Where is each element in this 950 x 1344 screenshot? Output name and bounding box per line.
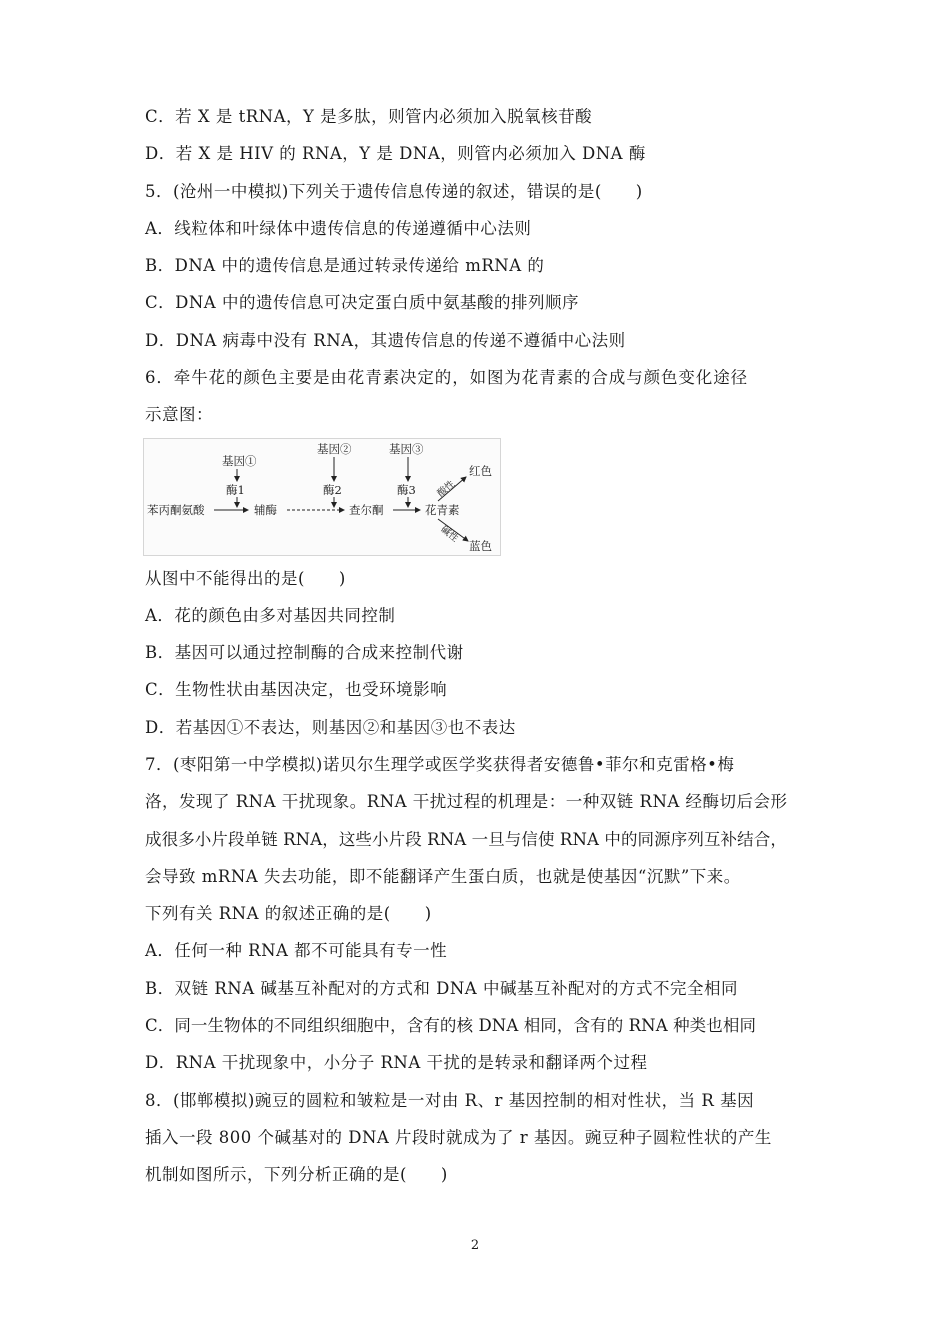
base-label: 碱性 [438, 523, 461, 545]
option-5c: C．DNA 中的遗传信息可决定蛋白质中氨基酸的排列顺序 [145, 293, 579, 312]
option-6d: D．若基因①不表达，则基因②和基因③也不表达 [145, 718, 516, 737]
question-7-line2: 洛，发现了 RNA 干扰现象。RNA 干扰过程的机理是：一种双链 RNA 经酶切后会形 [145, 792, 788, 811]
option-7c: C．同一生物体的不同组织细胞中，含有的核 DNA 相同，含有的 RNA 种类也相同 [145, 1016, 757, 1035]
question-8-line3: 机制如图所示，下列分析正确的是( ) [145, 1165, 448, 1184]
question-7-line1: 7．(枣阳第一中学模拟)诺贝尔生理学或医学奖获得者安德鲁•菲尔和克雷格•梅 [145, 755, 735, 774]
option-4d: D．若 X 是 HIV 的 RNA，Y 是 DNA，则管内必须加入 DNA 酶 [145, 144, 646, 163]
page-number: 2 [470, 1238, 480, 1253]
option-7a: A．任何一种 RNA 都不可能具有专一性 [145, 941, 448, 960]
option-6a: A．花的颜色由多对基因共同控制 [145, 606, 396, 625]
option-7b: B．双链 RNA 碱基互补配对的方式和 DNA 中碱基互补配对的方式不完全相同 [145, 979, 738, 998]
question-7-stem: 下列有关 RNA 的叙述正确的是( ) [145, 904, 432, 923]
option-6b: B．基因可以通过控制酶的合成来控制代谢 [145, 643, 464, 662]
anthocyanin-label: 花青素 [425, 503, 460, 517]
option-5d: D．DNA 病毒中没有 RNA，其遗传信息的传递不遵循中心法则 [145, 331, 626, 350]
blue-label: 蓝色 [469, 539, 492, 553]
question-6: 6．牵牛花的颜色主要是由花青素决定的，如图为花青素的合成与颜色变化途径 [145, 368, 748, 387]
acid-label: 酸性 [435, 478, 458, 500]
question-6-cont: 示意图： [145, 405, 213, 424]
option-5a: A．线粒体和叶绿体中遗传信息的传递遵循中心法则 [145, 219, 532, 238]
option-7d: D．RNA 干扰现象中，小分子 RNA 干扰的是转录和翻译两个过程 [145, 1053, 648, 1072]
question-6-stem: 从图中不能得出的是( ) [145, 569, 346, 588]
enzyme1-label: 酶1 [226, 483, 245, 497]
option-5b: B．DNA 中的遗传信息是通过转录传递给 mRNA 的 [145, 256, 545, 275]
anthocyanin-pathway-diagram [143, 438, 501, 556]
question-7-line3: 成很多小片段单链 RNA，这些小片段 RNA 一旦与信使 RNA 中的同源序列互补结合， [145, 830, 787, 849]
enzyme2-label: 酶2 [323, 483, 342, 497]
gene3-label: 基因③ [389, 442, 424, 456]
enzyme3-label: 酶3 [397, 483, 416, 497]
gene1-label: 基因① [222, 454, 257, 468]
substrate-label: 苯丙酮氨酸 [147, 503, 205, 517]
question-5: 5．(沧州一中模拟)下列关于遗传信息传递的叙述，错误的是( ) [145, 182, 643, 201]
intermediate-label: 辅酶 [254, 503, 277, 517]
question-7-line4: 会导致 mRNA 失去功能，即不能翻译产生蛋白质，也就是使基因“沉默”下来。 [145, 867, 741, 886]
question-8-line1: 8．(邯郸模拟)豌豆的圆粒和皱粒是一对由 R、r 基因控制的相对性状，当 R 基因 [145, 1091, 755, 1110]
chalcone-label: 查尔酮 [349, 503, 384, 517]
option-6c: C．生物性状由基因决定，也受环境影响 [145, 680, 448, 699]
option-4c: C．若 X 是 tRNA，Y 是多肽，则管内必须加入脱氧核苷酸 [145, 107, 593, 126]
gene2-label: 基因② [317, 442, 352, 456]
question-8-line2: 插入一段 800 个碱基对的 DNA 片段时就成为了 r 基因。豌豆种子圆粒性状的产生 [145, 1128, 772, 1147]
red-label: 红色 [469, 464, 492, 478]
